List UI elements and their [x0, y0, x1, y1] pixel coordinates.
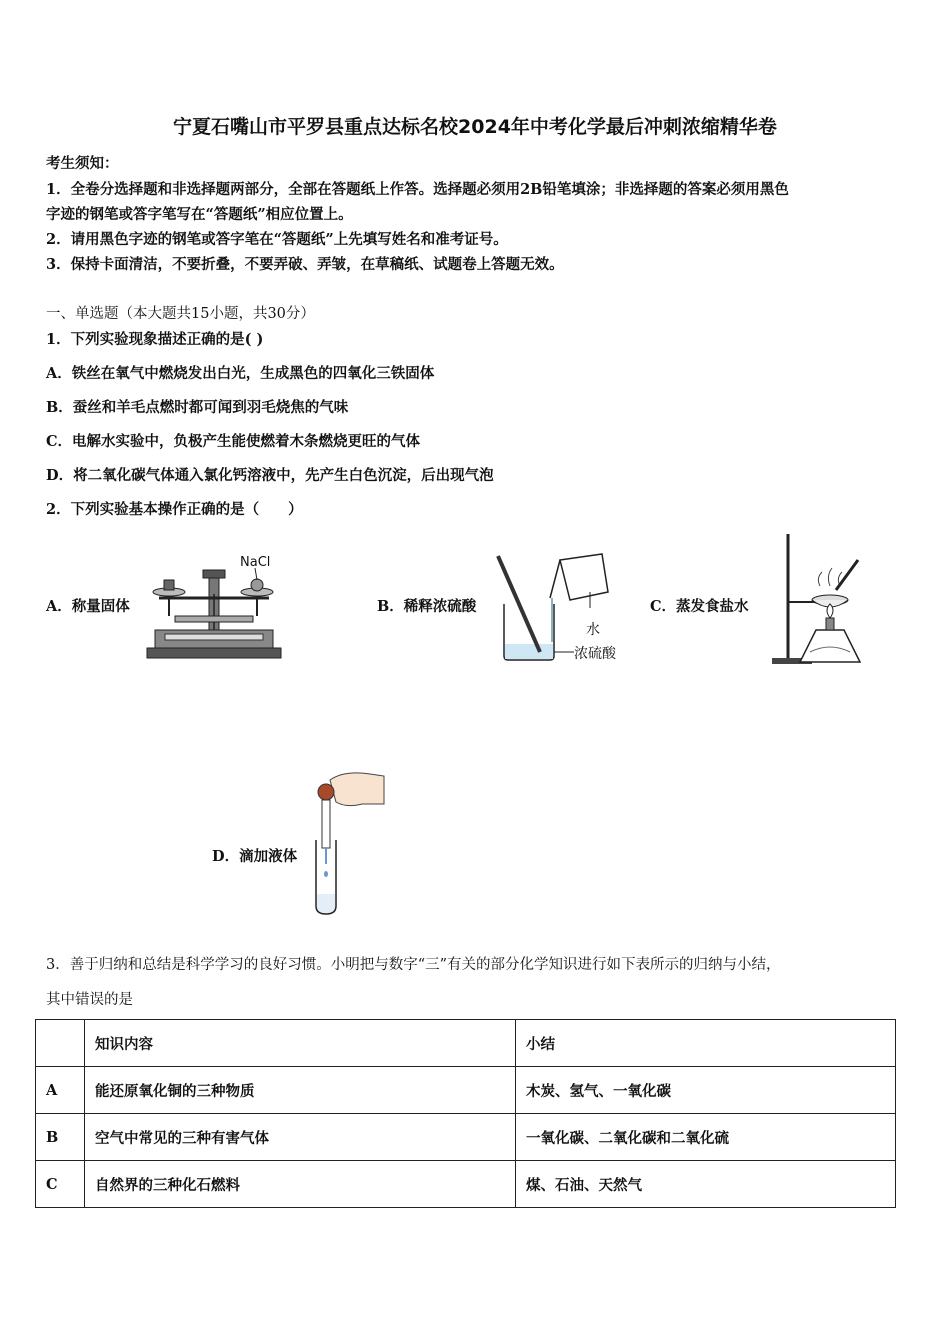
table-header-row: [36, 1020, 896, 1067]
table-row: [36, 1161, 896, 1208]
table-cell: 一氧化碳、二氧化碳和二氧化硫: [516, 1114, 896, 1161]
q1-option-b: B．蚕丝和羊毛点燃时都可闻到羽毛烧焦的气味: [46, 399, 349, 416]
acid-label: 浓硫酸: [574, 646, 616, 662]
evaporation-figure: [770, 530, 870, 670]
table-header-cell: 小结: [516, 1020, 896, 1067]
notice-item-1: 1．全卷分选择题和非选择题两部分，全部在答题纸上作答。选择题必须用2B铅笔填涂；非选择题的答案必须用黑色: [46, 181, 789, 198]
table-cell: A: [36, 1067, 85, 1114]
knowledge-table: [35, 1019, 896, 1208]
notice-heading: 考生须知：: [46, 155, 119, 172]
q1-stem: 1．下列实验现象描述正确的是( ): [46, 331, 264, 348]
notice-item-3: 3．保持卡面清洁，不要折叠，不要弄破、弄皱，在草稿纸、试题卷上答题无效。: [46, 256, 564, 273]
q1-option-a: A．铁丝在氧气中燃烧发出白光，生成黑色的四氧化三铁固体: [46, 365, 435, 382]
q3-stem-line2: 其中错误的是: [46, 992, 133, 1008]
q2-option-a: A．称量固体: [46, 598, 130, 615]
table-cell: 空气中常见的三种有害气体: [85, 1114, 516, 1161]
water-label: 水: [586, 622, 600, 638]
table-cell: C: [36, 1161, 85, 1208]
table-cell: 木炭、氢气、一氧化碳: [516, 1067, 896, 1114]
nacl-label: NaCl: [240, 555, 271, 570]
table-row: [36, 1067, 896, 1114]
notice-item-2: 2．请用黑色字迹的钢笔或答字笔在“答题纸”上先填写姓名和准考证号。: [46, 231, 508, 248]
balance-figure: [145, 552, 285, 662]
dropper-figure: [300, 768, 390, 918]
table-cell: 煤、石油、天然气: [516, 1161, 896, 1208]
q1-option-c: C．电解水实验中，负极产生能使燃着木条燃烧更旺的气体: [46, 433, 421, 450]
q1-option-d: D．将二氧化碳气体通入氯化钙溶液中，先产生白色沉淀，后出现气泡: [46, 467, 494, 484]
table-cell: 能还原氧化铜的三种物质: [85, 1067, 516, 1114]
table-header-cell: [36, 1020, 85, 1067]
page-title: 宁夏石嘴山市平罗县重点达标名校2024年中考化学最后冲刺浓缩精华卷: [173, 116, 777, 138]
q2-option-c: C．蒸发食盐水: [650, 598, 749, 615]
table-row: [36, 1114, 896, 1161]
q3-stem-line1: 3．善于归纳和总结是科学学习的良好习惯。小明把与数字“三”有关的部分化学知识进行如下表所示的归纳与小结，: [46, 957, 781, 973]
q2-stem: 2．下列实验基本操作正确的是（ ）: [46, 501, 303, 518]
table-cell: 自然界的三种化石燃料: [85, 1161, 516, 1208]
table-cell: B: [36, 1114, 85, 1161]
q2-option-b: B．稀释浓硫酸: [377, 598, 477, 615]
q2-option-d: D．滴加液体: [212, 848, 298, 865]
table-header-cell: 知识内容: [85, 1020, 516, 1067]
dilution-figure: [490, 552, 630, 667]
section-heading: 一、单选题（本大题共15小题，共30分）: [46, 306, 315, 322]
notice-item-1-cont: 字迹的钢笔或答字笔写在“答题纸”相应位置上。: [46, 206, 353, 223]
